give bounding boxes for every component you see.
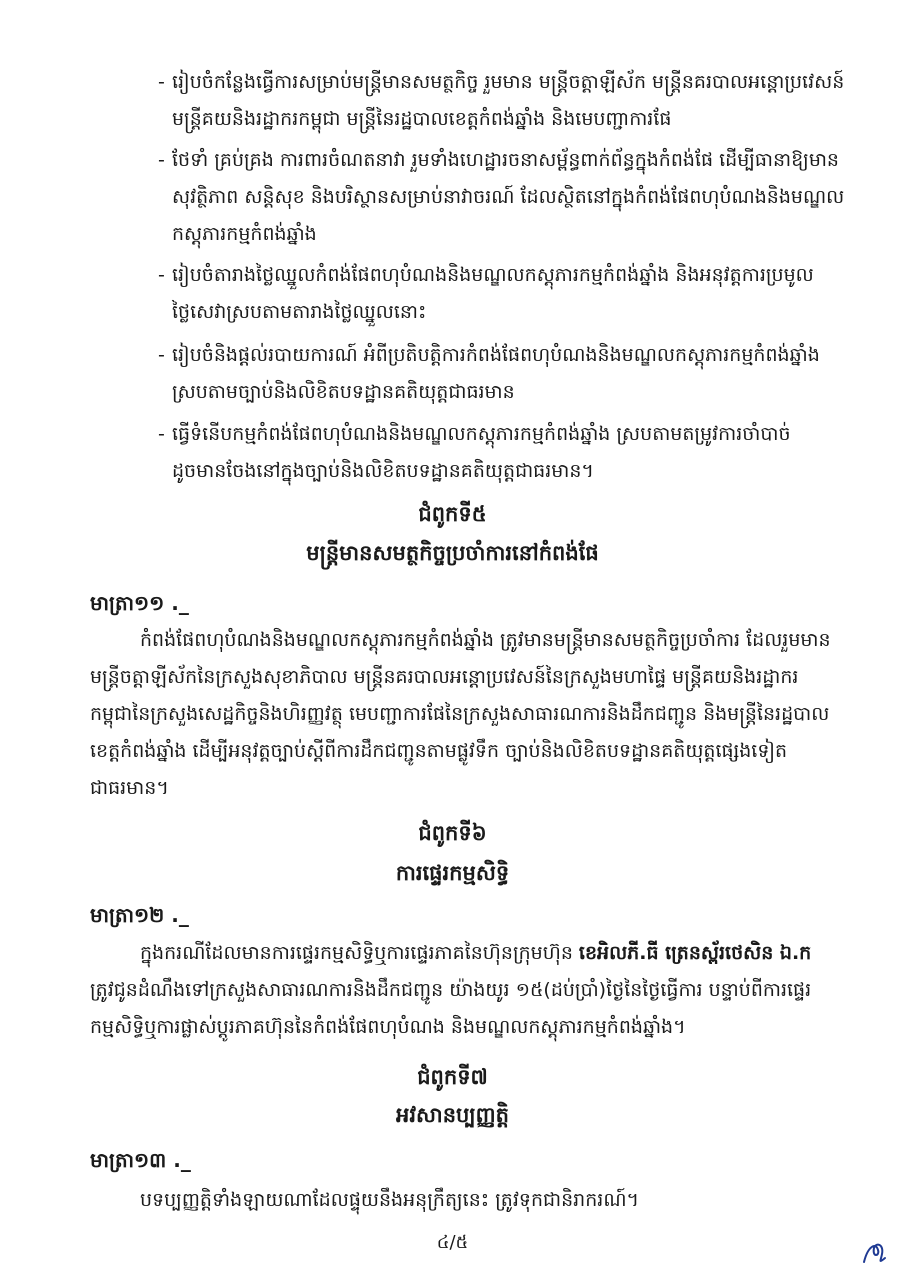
page-number: ៤/៥ — [436, 1232, 469, 1253]
bullet-item — [158, 64, 848, 138]
bullet-item — [158, 142, 848, 253]
bullet-text: ធ្វើទំនើបកម្មកំពង់ផែពហុបំណងនិងមណ្ឌលកស្តុភារកម្មកំពង់ឆ្នាំង ស្របតាមតម្រូវការចាំបាច់ ដូចមានចែងនៅក្នុងច្បាប់និងលិខិតបទដ្ឋានគតិយុត្តជាធរមាន។ — [172, 423, 791, 482]
bullet-dash: - — [158, 71, 165, 93]
article-12-label: មាត្រា១២ ._ — [90, 903, 189, 927]
bullet-dash: - — [158, 264, 165, 286]
article-13-label: មាត្រា១៣ ._ — [90, 1148, 191, 1172]
article-11-label: មាត្រា១១ ._ — [90, 591, 189, 615]
bullet-item — [158, 416, 848, 490]
bullet-item — [158, 337, 848, 411]
chapter-5-label: ជំពូកទី៥ — [418, 502, 487, 526]
article-12-text — [90, 935, 838, 1046]
bullet-text: រៀបចំតារាងថ្លៃឈ្នួលកំពង់ផែពហុបំណងនិងមណ្ឌលកស្តុភារកម្មកំពង់ឆ្នាំង និងអនុវត្តការប្រមូល ថ្លៃសេវាស្របតាមតារាងថ្លៃឈ្នួលនោះ — [172, 264, 814, 323]
bullet-text: ថែទាំ គ្រប់គ្រង ការពារចំណតនាវា រួមទាំងហេដ្ឋារចនាសម្ព័ន្ធពាក់ព័ន្ធក្នុងកំពង់ផែ ដើម្បីធានាឱ្យមាន សុវត្ថិភាព សន្តិសុខ និងបរិស្ថានសម្រាប់នាវាចរណ៍ ដែលស្ថិតនៅក្នុងកំពង់ផែពហុបំណងនិងមណ្ឌល កស្តុភារកម្មកំពង់ឆ្នាំង — [172, 149, 845, 245]
bullet-dash: - — [158, 423, 165, 445]
bullet-item — [158, 257, 848, 331]
bullet-text: រៀបចំកន្លែងធ្វើការសម្រាប់មន្ត្រីមានសមត្ថកិច្ច រួមមាន មន្ត្រីចត្តាឡីស័ក មន្ត្រីនគរបាលអន្តោប្រវេសន៍ មន្ត្រីគយនិងរដ្ឋាករកម្ពុជា មន្ត្រីនៃរដ្ឋបាលខេត្តកំពង់ឆ្នាំង និងមេបញ្ជាការផែ — [172, 71, 845, 130]
bullet-dash: - — [158, 344, 165, 366]
article-13-text: បទប្បញ្ញត្តិទាំងឡាយណាដែលផ្ទុយនឹងអនុក្រឹត្យនេះ ត្រូវទុកជានិរាករណ៍។ — [140, 1189, 640, 1211]
article-12-text-before: ក្នុងករណីដែលមានការផ្ទេរកម្មសិទ្ធិឬការផ្ទេរភាគនៃហ៊ុនក្រុមហ៊ុន — [140, 942, 579, 964]
bullet-dash: - — [158, 149, 165, 171]
company-name: ខេអិលភី.ធី ត្រេនស្ព័រថេសិន ឯ.ក — [578, 942, 812, 964]
article-11-text: កំពង់ផែពហុបំណងនិងមណ្ឌលកស្តុភារកម្មកំពង់ឆ្នាំង ត្រូវមានមន្ត្រីមានសមត្ថកិច្ចប្រចាំការ ដែលរួមមាន មន្ត្រីចត្តាឡីស័កនៃក្រសួងសុខាភិបាល មន្ត្រីនគរបាលអន្តោប្រវេសន៍នៃក្រសួងមហាផ្ទៃ មន្ត្រីគយនិងរដ្ឋាករ កម្ពុជានៃក្រសួងសេដ្ឋកិច្ចនិងហិរញ្ញវត្ថុ មេបញ្ជាការផែនៃក្រសួងសាធារណការនិងដឹកជញ្ជូន និងមន្ត្រីនៃរដ្ឋបាល ខេត្តកំពង់ឆ្នាំង ដើម្បីអនុវត្តច្បាប់ស្តីពីការដឹកជញ្ជូនតាមផ្លូវទឹក ច្បាប់និងលិខិតបទដ្ឋានគតិយុត្តផ្សេងទៀត ជាធរមាន។ — [90, 629, 831, 799]
chapter-7-title: អវសានប្បញ្ញត្តិ — [396, 1103, 509, 1127]
chapter-6-title: ការផ្ទេរកម្មសិទ្ធិ — [395, 861, 510, 885]
chapter-6-label: ជំពូកទី៦ — [418, 821, 487, 845]
bullet-text: រៀបចំនិងផ្តល់របាយការណ៍ អំពីប្រតិបត្តិការកំពង់ផែពហុបំណងនិងមណ្ឌលកស្តុភារកម្មកំពង់ឆ្នាំង ស្របតាមច្បាប់និងលិខិតបទដ្ឋានគតិយុត្តជាធរមាន — [172, 344, 820, 403]
chapter-7-label: ជំពូកទី៧ — [417, 1065, 488, 1089]
article-12-text-after: ត្រូវជូនដំណឹងទៅក្រសួងសាធារណការនិងដឹកជញ្ជូន យ៉ាងយូរ ១៥(ដប់ប្រាំ)ថ្ងៃនៃថ្ងៃធ្វើការ បន្ទាប់ពីការផ្ទេរ កម្មសិទ្ធិឬការផ្លាស់ប្តូរភាគហ៊ុននៃកំពង់ផែពហុបំណង និងមណ្ឌលកស្តុភារកម្មកំពង់ឆ្នាំង។ — [90, 979, 812, 1038]
initial-signature-icon — [858, 1236, 890, 1268]
chapter-5-title: មន្ត្រីមានសមត្ថកិច្ចប្រចាំការនៅកំពង់ផែ — [306, 541, 599, 565]
